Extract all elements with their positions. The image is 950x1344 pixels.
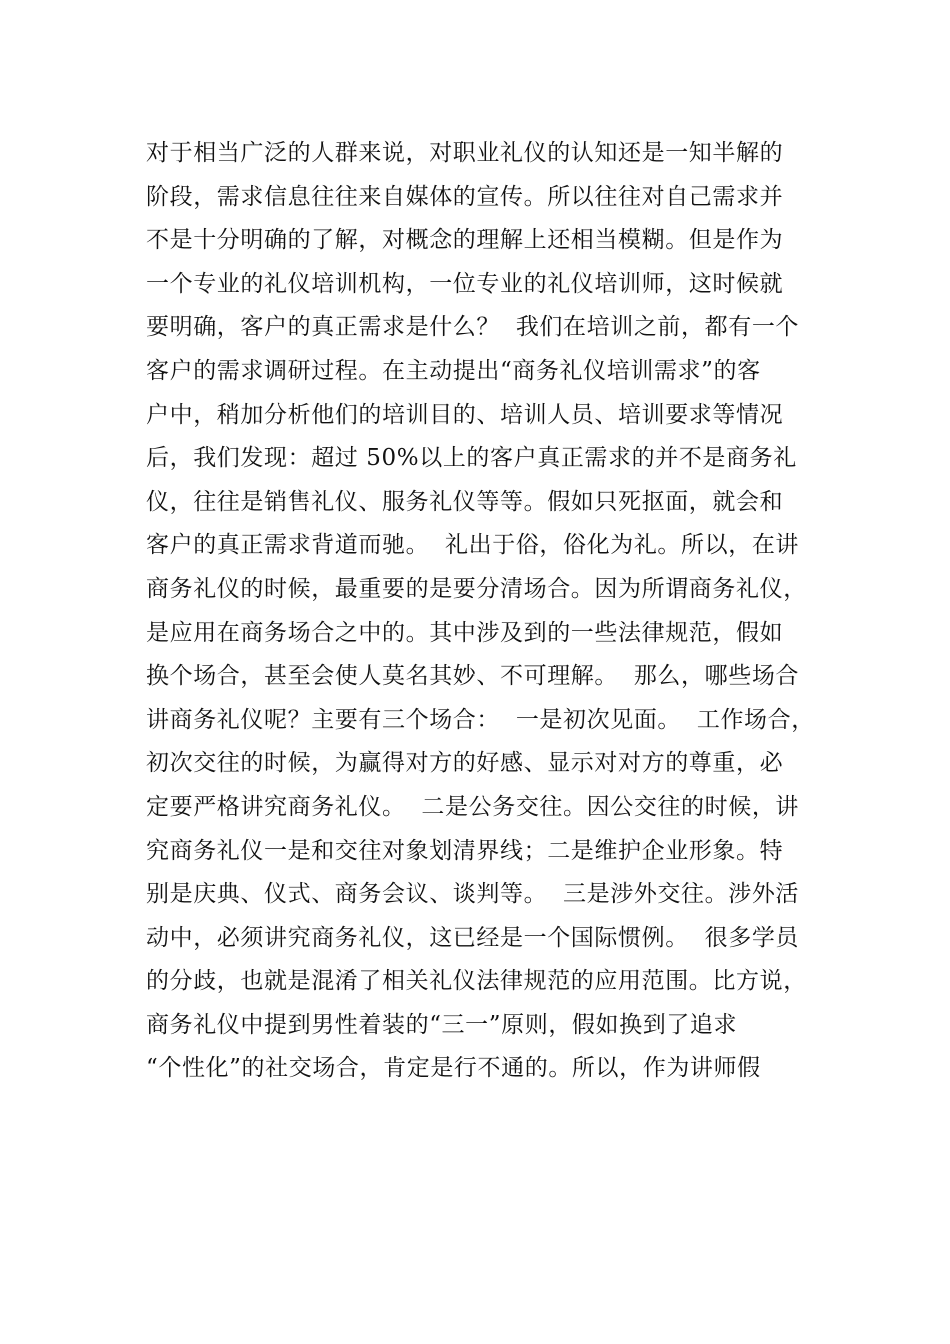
text-line: 商务礼仪的时候，最重要的是要分清场合。因为所谓商务礼仪，: [146, 575, 807, 602]
text-line: 定要严格讲究商务礼仪。 二是公务交往。因公交往的时候，讲: [146, 793, 800, 820]
text-line: “个性化”的社交场合，肯定是行不通的。所以，作为讲师假: [146, 1055, 761, 1082]
text-line: 后，我们发现：超过 50%以上的客户真正需求的并不是商务礼: [146, 445, 797, 472]
text-line: 的分歧，也就是混淆了相关礼仪法律规范的应用范围。比方说，: [146, 968, 807, 995]
body-paragraph: [146, 132, 826, 1091]
text-line: 别是庆典、仪式、商务会议、谈判等。 三是涉外交往。涉外活: [146, 881, 800, 908]
text-line: 究商务礼仪一是和交往对象划清界线；二是维护企业形象。特: [146, 837, 784, 864]
text-line: 要明确，客户的真正需求是什么？ 我们在培训之前，都有一个: [146, 314, 800, 341]
text-line: 商务礼仪中提到男性着装的“三一”原则，假如换到了追求: [146, 1011, 738, 1038]
text-line: 是应用在商务场合之中的。其中涉及到的一些法律规范，假如: [146, 619, 784, 646]
text-line: 阶段，需求信息往往来自媒体的宣传。所以往往对自己需求并: [146, 183, 784, 210]
text-line: 客户的需求调研过程。在主动提出“商务礼仪培训需求”的客: [146, 357, 761, 384]
text-line: 不是十分明确的了解，对概念的理解上还相当模糊。但是作为: [146, 227, 784, 254]
text-line: 户中，稍加分析他们的培训目的、培训人员、培训要求等情况: [146, 401, 784, 428]
text-line: 初次交往的时候，为赢得对方的好感、显示对对方的尊重，必: [146, 750, 784, 777]
text-line: 动中，必须讲究商务礼仪，这已经是一个国际惯例。 很多学员: [146, 924, 800, 951]
text-line: 换个场合，甚至会使人莫名其妙、不可理解。 那么，哪些场合: [146, 663, 800, 690]
text-line: 客户的真正需求背道而驰。 礼出于俗，俗化为礼。所以，在讲: [146, 532, 800, 559]
text-line: 一个专业的礼仪培训机构，一位专业的礼仪培训师，这时候就: [146, 270, 784, 297]
text-line: 对于相当广泛的人群来说，对职业礼仪的认知还是一知半解的: [146, 140, 784, 166]
text-line: 讲商务礼仪呢？主要有三个场合： 一是初次见面。 工作场合，: [146, 706, 815, 733]
text-line: 仪，往往是销售礼仪、服务礼仪等等。假如只死抠面，就会和: [146, 488, 784, 515]
